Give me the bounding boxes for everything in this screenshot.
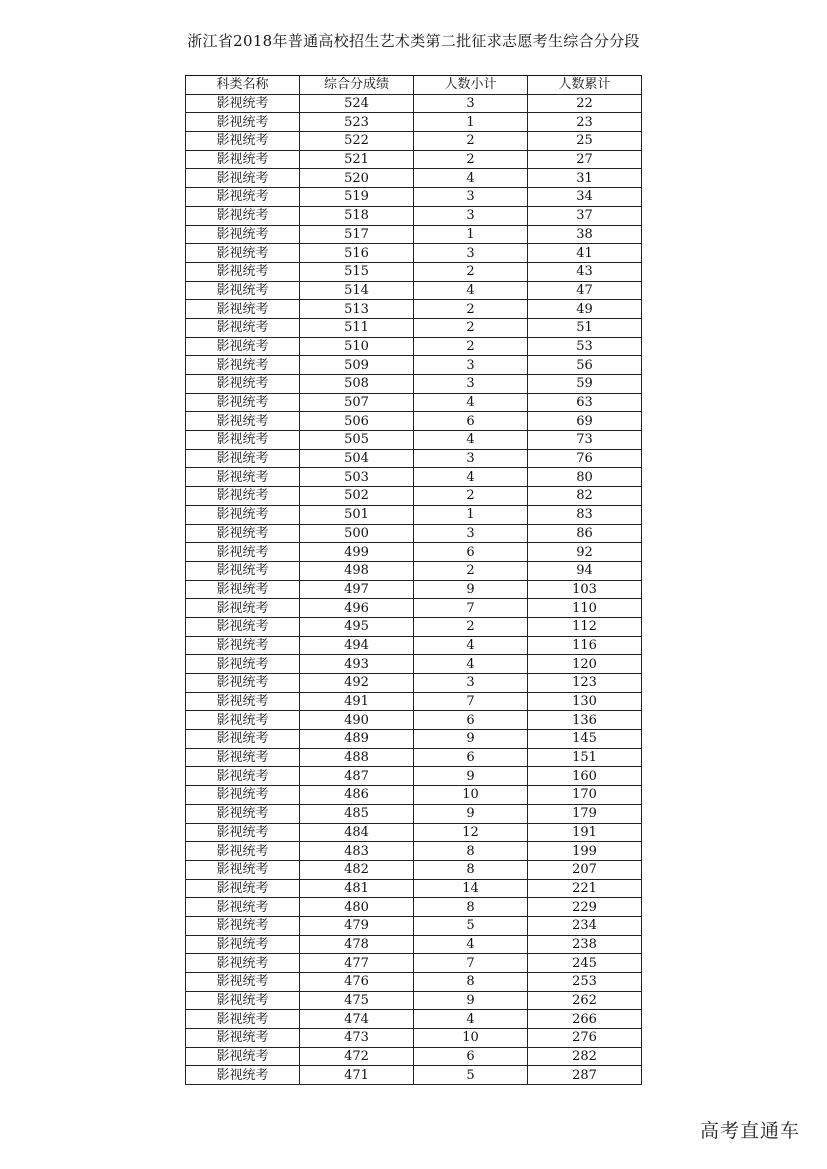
cell-score: 523 xyxy=(300,113,414,132)
cell-cumulative: 38 xyxy=(528,225,642,244)
cell-subtotal: 5 xyxy=(414,916,528,935)
cell-score: 505 xyxy=(300,431,414,450)
score-distribution-table xyxy=(185,75,642,1085)
cell-cumulative: 110 xyxy=(528,599,642,618)
table-row xyxy=(186,356,642,375)
cell-cumulative: 34 xyxy=(528,188,642,207)
cell-subtotal: 3 xyxy=(414,94,528,113)
table-row xyxy=(186,804,642,823)
table-row xyxy=(186,692,642,711)
cell-score: 509 xyxy=(300,356,414,375)
table-row xyxy=(186,206,642,225)
cell-score: 483 xyxy=(300,842,414,861)
cell-subtotal: 4 xyxy=(414,636,528,655)
cell-score: 502 xyxy=(300,487,414,506)
cell-category: 影视统考 xyxy=(186,561,300,580)
cell-cumulative: 82 xyxy=(528,487,642,506)
cell-category: 影视统考 xyxy=(186,225,300,244)
cell-category: 影视统考 xyxy=(186,1010,300,1029)
cell-category: 影视统考 xyxy=(186,973,300,992)
cell-category: 影视统考 xyxy=(186,916,300,935)
cell-score: 493 xyxy=(300,655,414,674)
cell-category: 影视统考 xyxy=(186,860,300,879)
cell-cumulative: 221 xyxy=(528,879,642,898)
cell-score: 495 xyxy=(300,617,414,636)
cell-category: 影视统考 xyxy=(186,692,300,711)
table-row xyxy=(186,711,642,730)
cell-cumulative: 266 xyxy=(528,1010,642,1029)
table-row xyxy=(186,636,642,655)
table-row xyxy=(186,767,642,786)
cell-cumulative: 92 xyxy=(528,543,642,562)
table-row xyxy=(186,898,642,917)
cell-score: 484 xyxy=(300,823,414,842)
table-row xyxy=(186,599,642,618)
cell-category: 影视统考 xyxy=(186,898,300,917)
cell-category: 影视统考 xyxy=(186,487,300,506)
cell-cumulative: 179 xyxy=(528,804,642,823)
cell-score: 491 xyxy=(300,692,414,711)
cell-score: 478 xyxy=(300,935,414,954)
table-row xyxy=(186,617,642,636)
cell-category: 影视统考 xyxy=(186,617,300,636)
table-row xyxy=(186,1047,642,1066)
cell-cumulative: 86 xyxy=(528,524,642,543)
table-row xyxy=(186,262,642,281)
cell-category: 影视统考 xyxy=(186,804,300,823)
cell-score: 499 xyxy=(300,543,414,562)
cell-category: 影视统考 xyxy=(186,318,300,337)
cell-category: 影视统考 xyxy=(186,991,300,1010)
cell-subtotal: 7 xyxy=(414,692,528,711)
table-row xyxy=(186,468,642,487)
page-title: 浙江省2018年普通高校招生艺术类第二批征求志愿考生综合分分段 xyxy=(187,32,640,50)
cell-category: 影视统考 xyxy=(186,1029,300,1048)
cell-category: 影视统考 xyxy=(186,711,300,730)
cell-score: 521 xyxy=(300,150,414,169)
cell-cumulative: 37 xyxy=(528,206,642,225)
cell-cumulative: 56 xyxy=(528,356,642,375)
cell-category: 影视统考 xyxy=(186,505,300,524)
cell-subtotal: 1 xyxy=(414,225,528,244)
table-row xyxy=(186,1029,642,1048)
cell-category: 影视统考 xyxy=(186,954,300,973)
cell-score: 510 xyxy=(300,337,414,356)
cell-subtotal: 12 xyxy=(414,823,528,842)
cell-cumulative: 160 xyxy=(528,767,642,786)
cell-cumulative: 229 xyxy=(528,898,642,917)
cell-score: 522 xyxy=(300,132,414,151)
column-header-category: 科类名称 xyxy=(186,76,300,95)
cell-cumulative: 262 xyxy=(528,991,642,1010)
table-row xyxy=(186,655,642,674)
cell-subtotal: 7 xyxy=(414,599,528,618)
cell-subtotal: 4 xyxy=(414,431,528,450)
cell-subtotal: 3 xyxy=(414,188,528,207)
cell-category: 影视统考 xyxy=(186,468,300,487)
cell-score: 497 xyxy=(300,580,414,599)
cell-subtotal: 4 xyxy=(414,655,528,674)
table-row xyxy=(186,337,642,356)
cell-subtotal: 4 xyxy=(414,935,528,954)
cell-subtotal: 8 xyxy=(414,860,528,879)
cell-cumulative: 94 xyxy=(528,561,642,580)
table-row xyxy=(186,916,642,935)
table-row xyxy=(186,991,642,1010)
cell-subtotal: 8 xyxy=(414,898,528,917)
cell-subtotal: 3 xyxy=(414,356,528,375)
cell-subtotal: 9 xyxy=(414,991,528,1010)
cell-cumulative: 51 xyxy=(528,318,642,337)
table-row xyxy=(186,487,642,506)
cell-cumulative: 287 xyxy=(528,1066,642,1085)
table-row xyxy=(186,94,642,113)
table-row xyxy=(186,1066,642,1085)
cell-subtotal: 3 xyxy=(414,674,528,693)
cell-score: 480 xyxy=(300,898,414,917)
table-row xyxy=(186,879,642,898)
table-row xyxy=(186,674,642,693)
cell-score: 507 xyxy=(300,393,414,412)
cell-category: 影视统考 xyxy=(186,449,300,468)
cell-cumulative: 151 xyxy=(528,748,642,767)
cell-cumulative: 53 xyxy=(528,337,642,356)
cell-category: 影视统考 xyxy=(186,150,300,169)
cell-category: 影视统考 xyxy=(186,94,300,113)
cell-score: 515 xyxy=(300,262,414,281)
table-header xyxy=(186,76,642,95)
cell-cumulative: 116 xyxy=(528,636,642,655)
cell-category: 影视统考 xyxy=(186,188,300,207)
cell-score: 520 xyxy=(300,169,414,188)
cell-score: 503 xyxy=(300,468,414,487)
cell-score: 498 xyxy=(300,561,414,580)
cell-category: 影视统考 xyxy=(186,730,300,749)
table-row xyxy=(186,150,642,169)
cell-score: 475 xyxy=(300,991,414,1010)
table-row xyxy=(186,748,642,767)
cell-score: 476 xyxy=(300,973,414,992)
cell-score: 489 xyxy=(300,730,414,749)
column-header-cumulative: 人数累计 xyxy=(528,76,642,95)
cell-subtotal: 2 xyxy=(414,561,528,580)
cell-subtotal: 5 xyxy=(414,1066,528,1085)
header-row xyxy=(186,76,642,95)
cell-subtotal: 8 xyxy=(414,842,528,861)
cell-score: 508 xyxy=(300,375,414,394)
cell-subtotal: 3 xyxy=(414,375,528,394)
cell-score: 500 xyxy=(300,524,414,543)
table-row xyxy=(186,543,642,562)
table-row xyxy=(186,842,642,861)
cell-category: 影视统考 xyxy=(186,356,300,375)
cell-score: 524 xyxy=(300,94,414,113)
cell-score: 496 xyxy=(300,599,414,618)
cell-cumulative: 103 xyxy=(528,580,642,599)
cell-category: 影视统考 xyxy=(186,206,300,225)
cell-subtotal: 9 xyxy=(414,804,528,823)
cell-subtotal: 4 xyxy=(414,281,528,300)
table-row xyxy=(186,505,642,524)
cell-score: 485 xyxy=(300,804,414,823)
table-row xyxy=(186,113,642,132)
cell-cumulative: 253 xyxy=(528,973,642,992)
cell-category: 影视统考 xyxy=(186,132,300,151)
cell-score: 492 xyxy=(300,674,414,693)
cell-category: 影视统考 xyxy=(186,748,300,767)
cell-subtotal: 3 xyxy=(414,449,528,468)
cell-cumulative: 112 xyxy=(528,617,642,636)
cell-category: 影视统考 xyxy=(186,337,300,356)
cell-score: 481 xyxy=(300,879,414,898)
cell-score: 501 xyxy=(300,505,414,524)
cell-score: 477 xyxy=(300,954,414,973)
table-row xyxy=(186,1010,642,1029)
cell-cumulative: 145 xyxy=(528,730,642,749)
cell-category: 影视统考 xyxy=(186,1066,300,1085)
table-row xyxy=(186,973,642,992)
cell-cumulative: 76 xyxy=(528,449,642,468)
cell-subtotal: 8 xyxy=(414,973,528,992)
cell-subtotal: 3 xyxy=(414,524,528,543)
cell-category: 影视统考 xyxy=(186,879,300,898)
cell-subtotal: 2 xyxy=(414,150,528,169)
cell-category: 影视统考 xyxy=(186,393,300,412)
table-row xyxy=(186,281,642,300)
cell-category: 影视统考 xyxy=(186,674,300,693)
cell-cumulative: 22 xyxy=(528,94,642,113)
cell-score: 488 xyxy=(300,748,414,767)
cell-category: 影视统考 xyxy=(186,823,300,842)
table-row xyxy=(186,132,642,151)
cell-category: 影视统考 xyxy=(186,935,300,954)
table-row xyxy=(186,561,642,580)
cell-score: 506 xyxy=(300,412,414,431)
table-row xyxy=(186,431,642,450)
cell-category: 影视统考 xyxy=(186,169,300,188)
cell-cumulative: 245 xyxy=(528,954,642,973)
cell-score: 517 xyxy=(300,225,414,244)
cell-cumulative: 25 xyxy=(528,132,642,151)
cell-subtotal: 4 xyxy=(414,169,528,188)
cell-subtotal: 14 xyxy=(414,879,528,898)
cell-cumulative: 234 xyxy=(528,916,642,935)
cell-category: 影视统考 xyxy=(186,543,300,562)
cell-category: 影视统考 xyxy=(186,636,300,655)
cell-cumulative: 199 xyxy=(528,842,642,861)
cell-score: 482 xyxy=(300,860,414,879)
cell-cumulative: 49 xyxy=(528,300,642,319)
table-row xyxy=(186,393,642,412)
cell-cumulative: 136 xyxy=(528,711,642,730)
cell-score: 490 xyxy=(300,711,414,730)
cell-category: 影视统考 xyxy=(186,300,300,319)
cell-subtotal: 7 xyxy=(414,954,528,973)
cell-cumulative: 191 xyxy=(528,823,642,842)
cell-category: 影视统考 xyxy=(186,113,300,132)
cell-subtotal: 6 xyxy=(414,1047,528,1066)
cell-score: 474 xyxy=(300,1010,414,1029)
cell-score: 513 xyxy=(300,300,414,319)
cell-cumulative: 23 xyxy=(528,113,642,132)
cell-subtotal: 3 xyxy=(414,206,528,225)
table-row xyxy=(186,169,642,188)
cell-subtotal: 2 xyxy=(414,337,528,356)
cell-category: 影视统考 xyxy=(186,412,300,431)
table-row xyxy=(186,300,642,319)
cell-subtotal: 6 xyxy=(414,543,528,562)
cell-subtotal: 9 xyxy=(414,767,528,786)
cell-score: 511 xyxy=(300,318,414,337)
table-row xyxy=(186,730,642,749)
cell-cumulative: 69 xyxy=(528,412,642,431)
cell-category: 影视统考 xyxy=(186,655,300,674)
table-row xyxy=(186,935,642,954)
column-header-subtotal: 人数小计 xyxy=(414,76,528,95)
cell-subtotal: 3 xyxy=(414,244,528,263)
cell-category: 影视统考 xyxy=(186,375,300,394)
cell-score: 518 xyxy=(300,206,414,225)
table-row xyxy=(186,225,642,244)
table-row xyxy=(186,786,642,805)
cell-category: 影视统考 xyxy=(186,262,300,281)
cell-category: 影视统考 xyxy=(186,842,300,861)
column-header-score: 综合分成绩 xyxy=(300,76,414,95)
table-row xyxy=(186,412,642,431)
cell-subtotal: 6 xyxy=(414,748,528,767)
cell-category: 影视统考 xyxy=(186,1047,300,1066)
cell-subtotal: 1 xyxy=(414,505,528,524)
cell-subtotal: 10 xyxy=(414,1029,528,1048)
cell-score: 479 xyxy=(300,916,414,935)
table-row xyxy=(186,318,642,337)
cell-subtotal: 6 xyxy=(414,711,528,730)
cell-cumulative: 276 xyxy=(528,1029,642,1048)
cell-score: 486 xyxy=(300,786,414,805)
cell-category: 影视统考 xyxy=(186,524,300,543)
cell-cumulative: 73 xyxy=(528,431,642,450)
cell-category: 影视统考 xyxy=(186,431,300,450)
cell-subtotal: 4 xyxy=(414,468,528,487)
cell-subtotal: 6 xyxy=(414,412,528,431)
cell-cumulative: 63 xyxy=(528,393,642,412)
cell-subtotal: 10 xyxy=(414,786,528,805)
table-body xyxy=(186,94,642,1084)
cell-cumulative: 282 xyxy=(528,1047,642,1066)
cell-cumulative: 80 xyxy=(528,468,642,487)
cell-cumulative: 27 xyxy=(528,150,642,169)
cell-category: 影视统考 xyxy=(186,767,300,786)
cell-cumulative: 43 xyxy=(528,262,642,281)
cell-score: 514 xyxy=(300,281,414,300)
cell-cumulative: 41 xyxy=(528,244,642,263)
table-row xyxy=(186,524,642,543)
cell-cumulative: 120 xyxy=(528,655,642,674)
cell-subtotal: 4 xyxy=(414,393,528,412)
cell-cumulative: 31 xyxy=(528,169,642,188)
cell-cumulative: 123 xyxy=(528,674,642,693)
cell-score: 519 xyxy=(300,188,414,207)
table-row xyxy=(186,188,642,207)
cell-score: 473 xyxy=(300,1029,414,1048)
cell-score: 472 xyxy=(300,1047,414,1066)
cell-score: 504 xyxy=(300,449,414,468)
cell-subtotal: 9 xyxy=(414,580,528,599)
watermark-logo-text: 高考直通车 xyxy=(699,1120,800,1142)
cell-category: 影视统考 xyxy=(186,580,300,599)
cell-score: 471 xyxy=(300,1066,414,1085)
table-row xyxy=(186,580,642,599)
cell-subtotal: 2 xyxy=(414,132,528,151)
cell-category: 影视统考 xyxy=(186,244,300,263)
cell-category: 影视统考 xyxy=(186,281,300,300)
cell-subtotal: 2 xyxy=(414,300,528,319)
cell-cumulative: 59 xyxy=(528,375,642,394)
table-row xyxy=(186,375,642,394)
cell-cumulative: 130 xyxy=(528,692,642,711)
cell-cumulative: 47 xyxy=(528,281,642,300)
cell-category: 影视统考 xyxy=(186,599,300,618)
cell-cumulative: 207 xyxy=(528,860,642,879)
cell-cumulative: 238 xyxy=(528,935,642,954)
cell-subtotal: 9 xyxy=(414,730,528,749)
cell-subtotal: 2 xyxy=(414,318,528,337)
table-row xyxy=(186,244,642,263)
cell-score: 487 xyxy=(300,767,414,786)
table-row xyxy=(186,449,642,468)
table-row xyxy=(186,860,642,879)
cell-score: 494 xyxy=(300,636,414,655)
cell-subtotal: 2 xyxy=(414,262,528,281)
cell-cumulative: 83 xyxy=(528,505,642,524)
cell-subtotal: 2 xyxy=(414,617,528,636)
table-row xyxy=(186,823,642,842)
cell-subtotal: 4 xyxy=(414,1010,528,1029)
cell-category: 影视统考 xyxy=(186,786,300,805)
cell-score: 516 xyxy=(300,244,414,263)
cell-subtotal: 1 xyxy=(414,113,528,132)
table-row xyxy=(186,954,642,973)
cell-cumulative: 170 xyxy=(528,786,642,805)
cell-subtotal: 2 xyxy=(414,487,528,506)
